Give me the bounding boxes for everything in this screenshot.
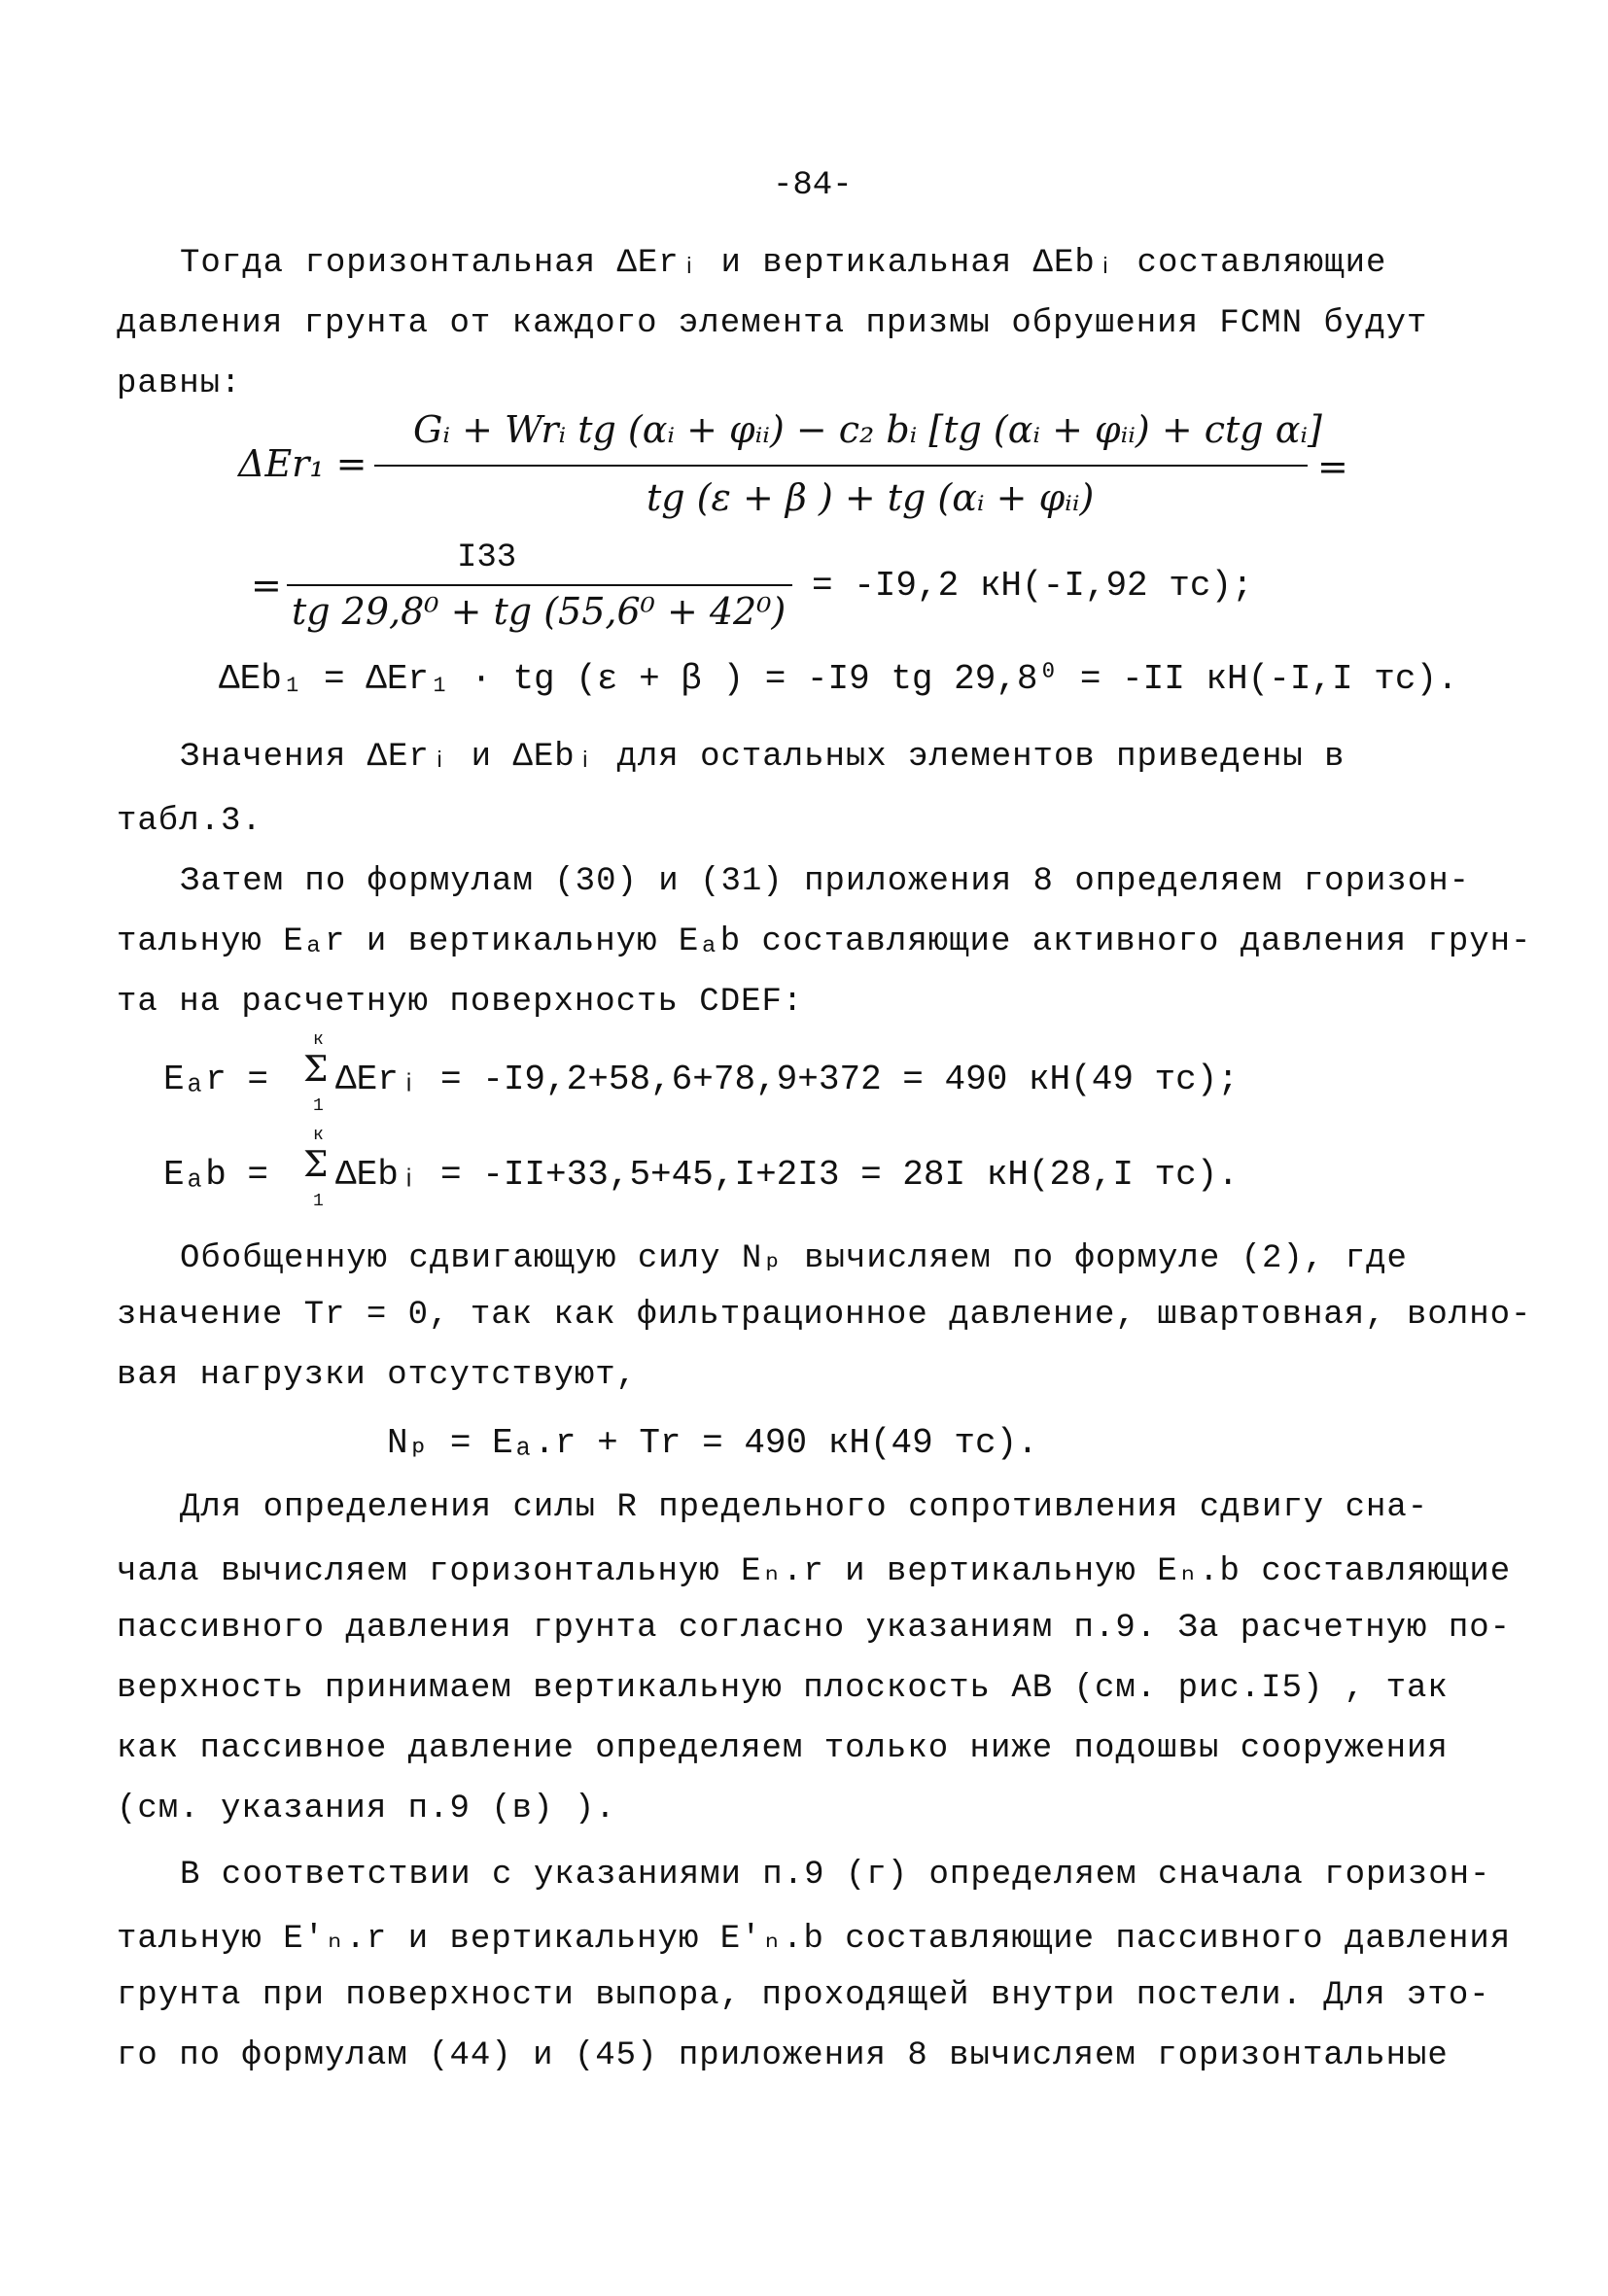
text-line: значение Tr = 0, так как фильтрационное давление, швартовная, волно- xyxy=(117,1297,1532,1334)
text-line: Обобщенную сдвигающую силу Nₚ вычисляем по формуле (2), где xyxy=(180,1240,1408,1277)
formula-tail: = xyxy=(1317,445,1348,488)
sum-lower-limit: 1 xyxy=(313,1096,324,1116)
sum-lower-limit: 1 xyxy=(313,1192,324,1211)
text-line: (см. указания п.9 (в) ). xyxy=(117,1791,616,1827)
formula-result: = -I9,2 кН(-I,92 тс); xyxy=(812,566,1253,606)
text-line: го по формулам (44) и (45) приложения 8 вычисляем горизонтальные xyxy=(117,2037,1449,2074)
text-line: Для определения силы R предельного сопротивления сдвигу сна- xyxy=(180,1489,1429,1526)
text-line: тальную E'ₙ.r и вертикальную E'ₙ.b составляющие пассивного давления xyxy=(117,1921,1512,1958)
sum-expression: ΔErᵢ = -I9,2+58,6+78,9+372 = 490 кН(49 тс); xyxy=(335,1060,1239,1099)
text-line: Тогда горизонтальная ΔErᵢ и вертикальная ΔEbᵢ составляющие xyxy=(180,245,1387,282)
fraction-denominator: tg (ε + β ) + tg (αᵢ + φᵢᵢ) xyxy=(647,476,1095,519)
text-line: вая нагрузки отсутствуют, xyxy=(117,1357,638,1394)
text-line: В соответствии с указаниями п.9 (г) определяем сначала горизон- xyxy=(180,1857,1491,1894)
fraction-numerator: Gᵢ + Wrᵢ tg (αᵢ + φᵢᵢ) − c₂ bᵢ [tg (αᵢ + φᵢᵢ) + ctg αᵢ] xyxy=(413,408,1322,451)
formula-lead: = xyxy=(251,564,282,607)
text-line: равны: xyxy=(117,365,242,402)
sum-upper-limit: к xyxy=(313,1030,324,1050)
text-line: та на расчетную поверхность CDEF: xyxy=(117,984,804,1021)
text-line: давления грунта от каждого элемента призмы обрушения FCMN будут xyxy=(117,305,1428,342)
sigma-symbol: Σ xyxy=(303,1145,329,1185)
sigma-symbol: Σ xyxy=(303,1050,329,1090)
formula-line: ΔEb₁ = ΔEr₁ · tg (ε + β ) = -I9 tg 29,8⁰ = -II кН(-I,I тс). xyxy=(219,659,1458,699)
page-number: -84- xyxy=(773,167,853,204)
fraction-denominator: tg 29,8⁰ + tg (55,6⁰ + 42⁰) xyxy=(292,590,787,633)
text-line: верхность принимаем вертикальную плоскость AB (см. рис.I5) , так xyxy=(117,1670,1449,1707)
formula-lhs: ΔEr₁ = xyxy=(238,442,367,485)
text-line: чала вычисляем горизонтальную Eₙ.r и вертикальную Eₙ.b составляющие xyxy=(117,1553,1512,1590)
fraction-bar xyxy=(374,465,1308,467)
text-line: тальную Eₐr и вертикальную Eₐb составляющие активного давления грун- xyxy=(117,923,1532,960)
formula-line: Nₚ = Eₐ.r + Tr = 490 кН(49 тс). xyxy=(387,1423,1038,1463)
text-line: как пассивное давление определяем только ниже подошвы сооружения xyxy=(117,1730,1449,1767)
sum-lhs: Eₐb = xyxy=(163,1155,269,1195)
sum-expression: ΔEbᵢ = -II+33,5+45,I+2I3 = 28I кН(28,I тс). xyxy=(335,1155,1239,1195)
text-line: пассивного давления грунта согласно указаниям п.9. За расчетную по- xyxy=(117,1610,1512,1647)
fraction-numerator: I33 xyxy=(457,539,517,576)
text-line: табл.3. xyxy=(117,803,262,840)
sum-upper-limit: к xyxy=(313,1126,324,1145)
text-line: Затем по формулам (30) и (31) приложения 8 определяем горизон- xyxy=(180,863,1471,900)
text-line: Значения ΔErᵢ и ΔEbᵢ для остальных элементов приведены в xyxy=(180,739,1346,776)
text-line: грунта при поверхности выпора, проходящей внутри постели. Для это- xyxy=(117,1977,1490,2014)
sum-lhs: Eₐr = xyxy=(163,1060,269,1099)
fraction-bar xyxy=(287,584,792,586)
